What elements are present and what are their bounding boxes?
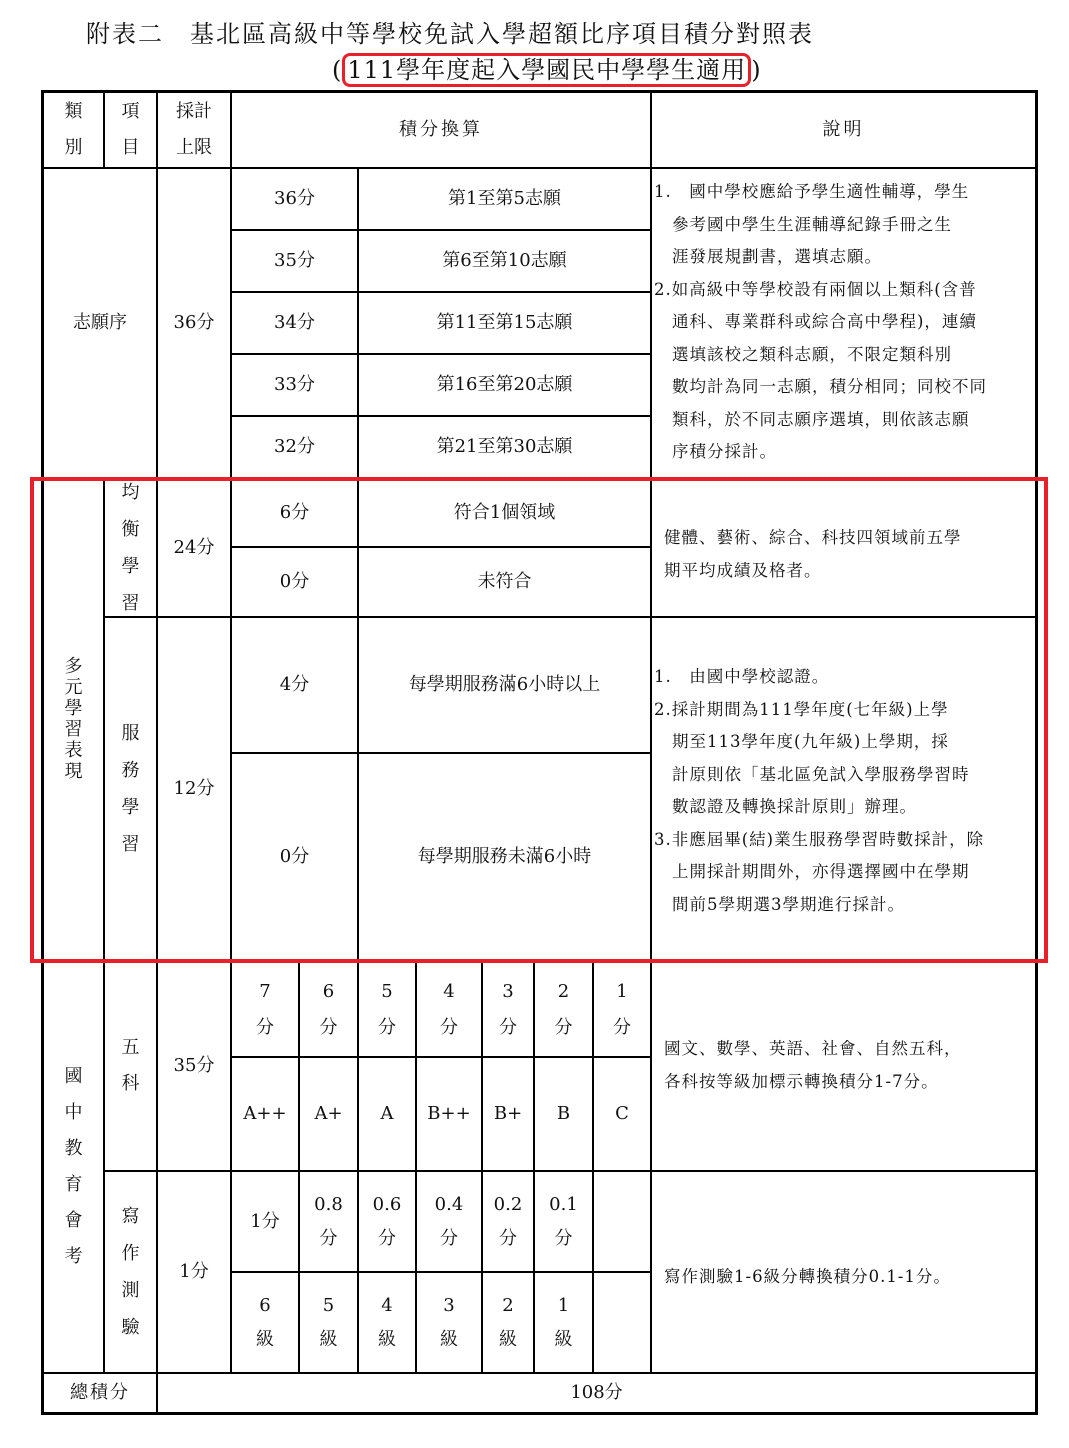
balanced-score: 6分 [279, 501, 310, 523]
huikao-category-char-4: 育 [64, 1173, 83, 1195]
header-cap [158, 93, 230, 167]
writing-level [300, 1273, 357, 1372]
writing-notes [664, 1261, 1029, 1294]
note-line: 期至113學年度(九年級)上學期，採 [672, 732, 949, 751]
service-cap: 12分 [173, 777, 215, 799]
five-grade: B [556, 1103, 571, 1125]
note-line: 數認證及轉換採計原則」辦理。 [672, 797, 917, 816]
subtitle-open-paren: ( [332, 56, 343, 84]
writing-level-text: 1級 [554, 1294, 573, 1350]
huikao-category-char-6: 考 [64, 1245, 83, 1267]
writing-score-text: 0.1分 [549, 1193, 578, 1249]
zhiyuan-notes [654, 176, 1031, 469]
header-item [105, 93, 156, 167]
five-score [483, 963, 533, 1056]
five-score [232, 963, 298, 1056]
total-value: 108分 [570, 1382, 623, 1404]
service-item [105, 618, 156, 959]
five-score-text: 5分 [378, 980, 396, 1038]
writing-level [483, 1273, 533, 1372]
zhiyuan-score: 36分 [274, 188, 315, 210]
header-category-char-1: 類 [64, 101, 83, 122]
duoyuan-category-char-2: 元 [64, 677, 83, 698]
huikao-category-char-1: 國 [64, 1065, 83, 1087]
five-score-text: 3分 [499, 980, 517, 1038]
five-item-char-1: 五 [121, 1036, 140, 1058]
writing-score-text: 0.8分 [314, 1193, 343, 1249]
header-notes: 說明 [822, 119, 865, 141]
duoyuan-category-char-1: 多 [64, 656, 83, 677]
writing-level-text: 4級 [378, 1294, 396, 1350]
note-line: 序積分採計。 [672, 442, 777, 461]
header-category-char-2: 別 [64, 137, 83, 158]
writing-level [535, 1273, 592, 1372]
five-cap: 35分 [173, 1054, 215, 1076]
note-line: 參考國中學生生涯輔導紀錄手冊之生 [672, 214, 952, 234]
zhiyuan-score: 33分 [274, 374, 315, 396]
writing-item-char-2: 作 [121, 1243, 140, 1264]
writing-score [359, 1172, 415, 1271]
page-title: 附表二 基北區高級中等學校免試入學超額比序項目積分對照表 [86, 20, 814, 48]
writing-score [300, 1172, 357, 1271]
five-grade: C [615, 1103, 629, 1125]
five-score [594, 963, 650, 1056]
note-line: 1. 國中學校應給予學生適性輔導，學生 [654, 182, 970, 201]
writing-level [359, 1273, 415, 1372]
header-category [44, 93, 103, 167]
writing-level [417, 1273, 481, 1372]
writing-score-text: 1分 [250, 1210, 280, 1232]
writing-score [535, 1172, 592, 1271]
balanced-item-char-3: 學 [121, 555, 140, 577]
header-item-char-2: 目 [121, 137, 140, 158]
five-item-char-2: 科 [121, 1072, 140, 1094]
five-score-text: 7分 [256, 980, 274, 1038]
writing-item-char-4: 驗 [121, 1317, 140, 1338]
service-score: 4分 [279, 674, 310, 696]
service-item-char-3: 學 [121, 796, 140, 818]
writing-score [483, 1172, 533, 1271]
writing-item-char-1: 寫 [121, 1206, 140, 1227]
balanced-notes [664, 522, 1024, 587]
zhiyuan-cap: 36分 [173, 312, 215, 334]
note-line: 2.如高級中等學校設有兩個以上類科(含普 [654, 279, 977, 299]
header-conversion: 積分換算 [399, 119, 483, 141]
total-label: 總積分 [70, 1382, 130, 1404]
five-grade: A [380, 1103, 394, 1125]
score-table [41, 90, 1038, 1415]
service-notes [654, 661, 1031, 921]
note-line: 期平均成績及格者。 [664, 560, 822, 580]
zhiyuan-category: 志願序 [73, 312, 127, 334]
subtitle-close-paren: ) [751, 56, 762, 84]
writing-level-text: 6級 [256, 1294, 274, 1350]
duoyuan-category-char-3: 學 [64, 698, 83, 719]
five-score-text: 6分 [319, 980, 338, 1038]
note-line: 1. 由國中學校認證。 [654, 667, 830, 686]
writing-level-text: 5級 [319, 1294, 338, 1350]
header-cap-label: 採計上限 [176, 101, 212, 158]
five-grade: A+ [314, 1103, 343, 1125]
note-line: 涯發展規劃書，選填志願。 [672, 247, 882, 266]
note-line: 上開採計期間外，亦得選擇國中在學期 [672, 862, 970, 881]
service-item-char-4: 習 [121, 833, 140, 855]
writing-item-char-3: 測 [121, 1280, 140, 1301]
writing-score-text: 0.2分 [493, 1193, 523, 1249]
zhiyuan-desc: 第21至第30志願 [436, 436, 573, 458]
huikao-category-char-5: 會 [64, 1209, 83, 1231]
five-score [417, 963, 481, 1056]
zhiyuan-desc: 第1至第5志願 [448, 188, 561, 210]
service-item-char-1: 服 [121, 722, 140, 744]
note-line: 寫作測驗1-6級分轉換積分0.1-1分。 [664, 1267, 951, 1286]
table-border-bottom [41, 1412, 1038, 1415]
note-line: 健體、藝術、綜合、科技四領域前五學 [664, 528, 962, 547]
five-grade: B+ [493, 1103, 523, 1125]
balanced-item-char-1: 均 [121, 481, 140, 503]
duoyuan-category-char-4: 習 [64, 719, 83, 740]
writing-cap: 1分 [179, 1261, 209, 1283]
note-line: 類科，於不同志願序選填，則依該志願 [672, 409, 970, 429]
zhiyuan-desc: 第6至第10志願 [442, 250, 567, 272]
table-border-right [1035, 90, 1038, 1415]
writing-level-text: 3級 [440, 1294, 458, 1350]
note-line: 計原則依「基北區免試入學服務學習時 [672, 764, 970, 784]
five-score [300, 963, 357, 1056]
zhiyuan-score: 34分 [274, 312, 315, 334]
note-line: 3.非應屆畢(結)業生服務學習時數採計，除 [654, 829, 985, 849]
duoyuan-category-char-5: 表 [64, 740, 83, 761]
balanced-item-char-2: 衡 [121, 518, 140, 540]
five-score [359, 963, 415, 1056]
note-line: 選填該校之類科志願，不限定類科別 [672, 344, 952, 364]
note-line: 通科、專業群科或綜合高中學程)，連續 [672, 312, 977, 331]
writing-level-text: 2級 [499, 1294, 517, 1350]
balanced-item-char-4: 習 [121, 592, 140, 614]
huikao-category [44, 961, 103, 1372]
subtitle-highlight: 111學年度起入學國民中學學生適用 [342, 53, 751, 87]
huikao-category-char-2: 中 [64, 1101, 83, 1123]
zhiyuan-score: 32分 [274, 436, 315, 458]
writing-score-text: 0.6分 [372, 1193, 402, 1249]
zhiyuan-desc: 第16至第20志願 [436, 374, 573, 396]
service-desc: 每學期服務滿6小時以上 [408, 674, 601, 696]
five-item [105, 961, 156, 1170]
balanced-cap: 24分 [173, 536, 215, 558]
note-line: 2.採計期間為111學年度(七年級)上學 [654, 699, 949, 719]
balanced-score: 0分 [279, 571, 310, 593]
five-score-text: 4分 [440, 980, 458, 1038]
huikao-category-char-3: 教 [64, 1137, 83, 1159]
balanced-desc: 符合1個領域 [453, 501, 556, 523]
five-score [535, 963, 592, 1056]
header-item-char-1: 項 [121, 101, 140, 122]
five-notes [664, 1033, 1029, 1098]
balanced-desc: 未符合 [477, 571, 532, 593]
notes-col-line [650, 90, 652, 1372]
five-score-text: 1分 [613, 980, 631, 1038]
note-line: 數均計為同一志願，積分相同；同校不同 [672, 377, 987, 396]
five-grade: B++ [427, 1103, 471, 1125]
page-subtitle [332, 50, 762, 85]
note-line: 國文、數學、英語、社會、自然五科， [664, 1039, 962, 1058]
five-score-text: 2分 [554, 980, 573, 1038]
writing-score [232, 1172, 298, 1271]
note-line: 間前5學期選3學期進行採計。 [672, 894, 905, 914]
zhiyuan-score: 35分 [274, 250, 315, 272]
duoyuan-category-char-6: 現 [64, 761, 83, 782]
note-line: 各科按等級加標示轉換積分1-7分。 [664, 1071, 939, 1091]
service-desc: 每學期服務未滿6小時 [417, 845, 592, 867]
duoyuan-category [44, 479, 103, 959]
writing-level [232, 1273, 298, 1372]
five-grade: A++ [243, 1103, 287, 1125]
writing-score-text: 0.4分 [434, 1193, 464, 1249]
balanced-item [105, 479, 156, 616]
zhiyuan-desc: 第11至第15志願 [436, 312, 573, 334]
service-item-char-2: 務 [121, 759, 140, 781]
service-score: 0分 [279, 845, 310, 867]
writing-score [417, 1172, 481, 1271]
writing-item [105, 1172, 156, 1372]
